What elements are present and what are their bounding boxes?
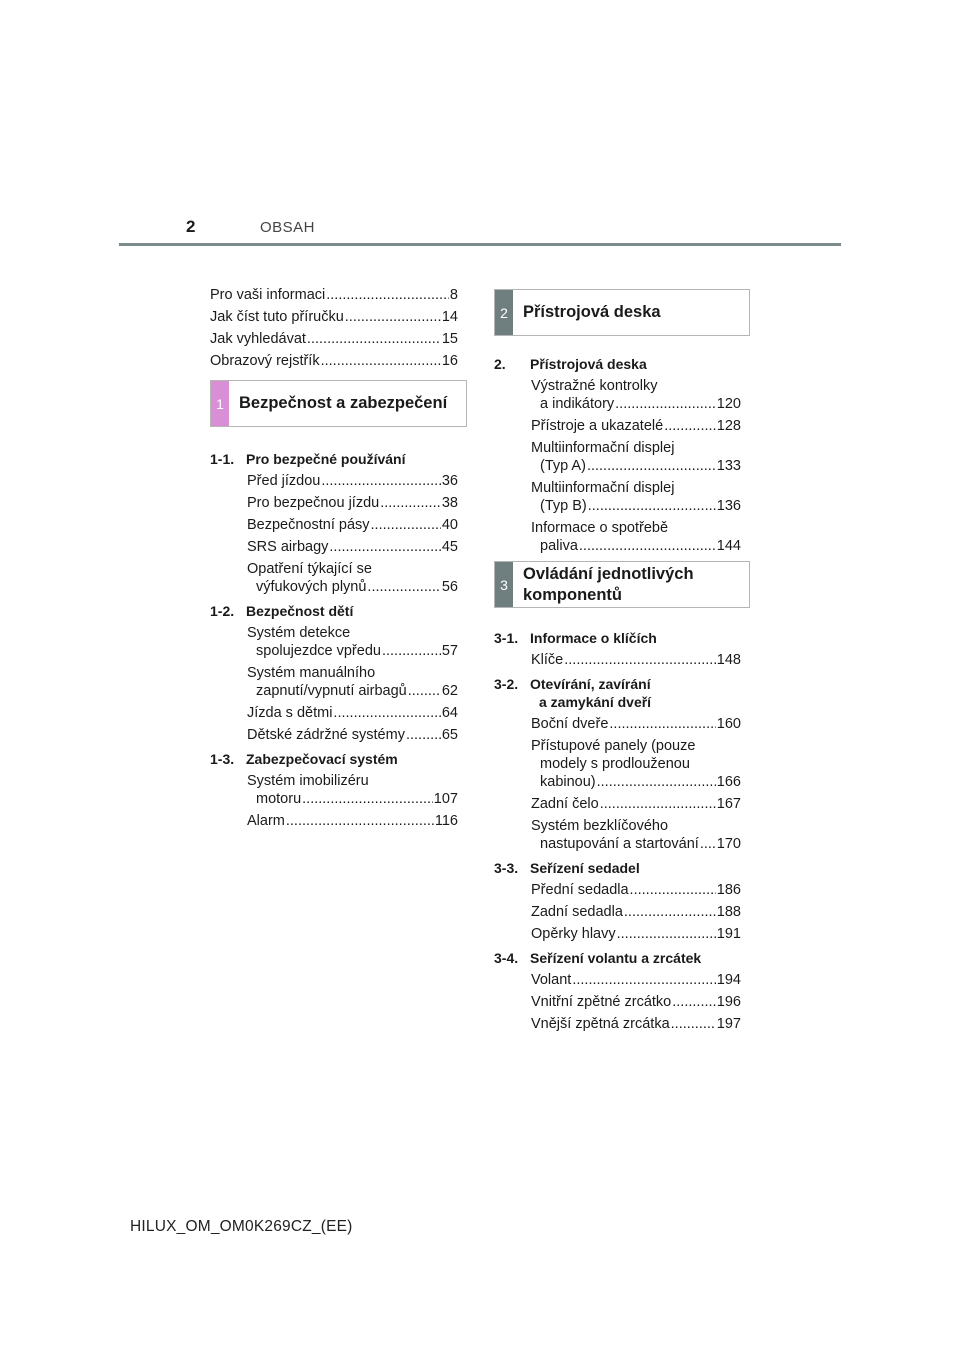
section-heading[interactable]: 3-4. Seřízení volantu a zrcátek [494,950,702,966]
toc-entry[interactable]: Klíče ..... 148 [531,651,741,669]
chapter-heading-2[interactable] [494,289,750,336]
toc-entry[interactable]: Multiinformační displej (Typ A) ..... 133 [531,439,741,475]
chapter-title: Ovládání jednotlivých komponentů [523,564,694,604]
toc-entry[interactable]: Boční dveře ..... 160 [531,715,741,733]
toc-entry[interactable]: Přístroje a ukazatelé ..... 128 [531,417,741,435]
page-title: OBSAH [260,219,316,236]
toc-entry[interactable]: Zadní čelo ..... 167 [531,795,741,813]
toc-entry[interactable]: Systém detekce spolujezdce vpředu ..... 57 [247,624,458,660]
toc-entry[interactable]: Vnitřní zpětné zrcátko ..... 196 [531,993,741,1011]
section-heading[interactable]: 1-2. Bezpečnost dětí [210,603,354,619]
chapter-tab: 1 [211,381,229,426]
chapter-heading-3[interactable] [494,561,750,608]
toc-entry[interactable]: Obrazový rejstřík ..... 16 [210,352,458,370]
toc-entry[interactable]: SRS airbagy ..... 45 [247,538,458,556]
toc-entry[interactable]: Jak vyhledávat ..... 15 [210,330,458,348]
chapter-tab: 2 [495,290,513,335]
document-code: HILUX_OM_OM0K269CZ_(EE) [130,1218,353,1235]
toc-entry[interactable]: Multiinformační displej (Typ B) ..... 136 [531,479,741,515]
toc-left-column [210,286,458,834]
toc-entry[interactable]: Přístupové panely (pouze modely s prodlouženou kabinou) ..... 166 [531,737,741,791]
toc-entry[interactable]: Zadní sedadla ..... 188 [531,903,741,921]
chapter-tab: 3 [495,562,513,607]
header-divider [119,243,841,246]
toc-entry[interactable]: Systém manuálního zapnutí/vypnutí airbagů ..... 62 [247,664,458,700]
chapter-heading-1[interactable] [210,380,467,427]
toc-entry[interactable]: Volant ..... 194 [531,971,741,989]
toc-entry[interactable]: Přední sedadla ..... 186 [531,881,741,899]
section-heading[interactable]: 3-1. Informace o klíčích [494,630,657,646]
toc-entry[interactable]: Opatření týkající se výfukových plynů ..... 56 [247,560,458,596]
toc-entry[interactable]: Informace o spotřebě paliva ..... 144 [531,519,741,555]
chapter-title: Přístrojová deska [523,303,661,321]
toc-entry[interactable]: Opěrky hlavy ..... 191 [531,925,741,943]
page-number: 2 [186,217,196,236]
toc-entry[interactable]: Výstražné kontrolky a indikátory ..... 120 [531,377,741,413]
toc-entry[interactable]: Před jízdou ..... 36 [247,472,458,490]
toc-entry[interactable]: Pro vaši informaci ..... 8 [210,286,458,304]
section-heading[interactable]: 1-3. Zabezpečovací systém [210,751,398,767]
chapter-title: Bezpečnost a zabezpečení [239,394,448,412]
toc-entry[interactable]: Jízda s dětmi ..... 64 [247,704,458,722]
toc-entry[interactable]: Pro bezpečnou jízdu ..... 38 [247,494,458,512]
section-heading[interactable]: 3-3. Seřízení sedadel [494,860,640,876]
toc-entry[interactable]: Jak číst tuto příručku ..... 14 [210,308,458,326]
toc-entry[interactable]: Bezpečnostní pásy ..... 40 [247,516,458,534]
section-heading[interactable]: 1-1. Pro bezpečné používání [210,451,406,467]
section-heading[interactable]: 2. Přístrojová deska [494,356,647,372]
section-heading[interactable]: 3-2. Otevírání, zavírání a zamykání dveří [494,676,652,710]
toc-entry[interactable]: Systém imobilizéru motoru ..... 107 [247,772,458,808]
toc-entry[interactable]: Systém bezklíčového nastupování a startování ..... 170 [531,817,741,853]
toc-entry[interactable]: Vnější zpětná zrcátka ..... 197 [531,1015,741,1033]
toc-entry[interactable]: Dětské zádržné systémy ..... 65 [247,726,458,744]
toc-right-column [494,289,741,1037]
toc-entry[interactable]: Alarm ..... 116 [247,812,458,830]
